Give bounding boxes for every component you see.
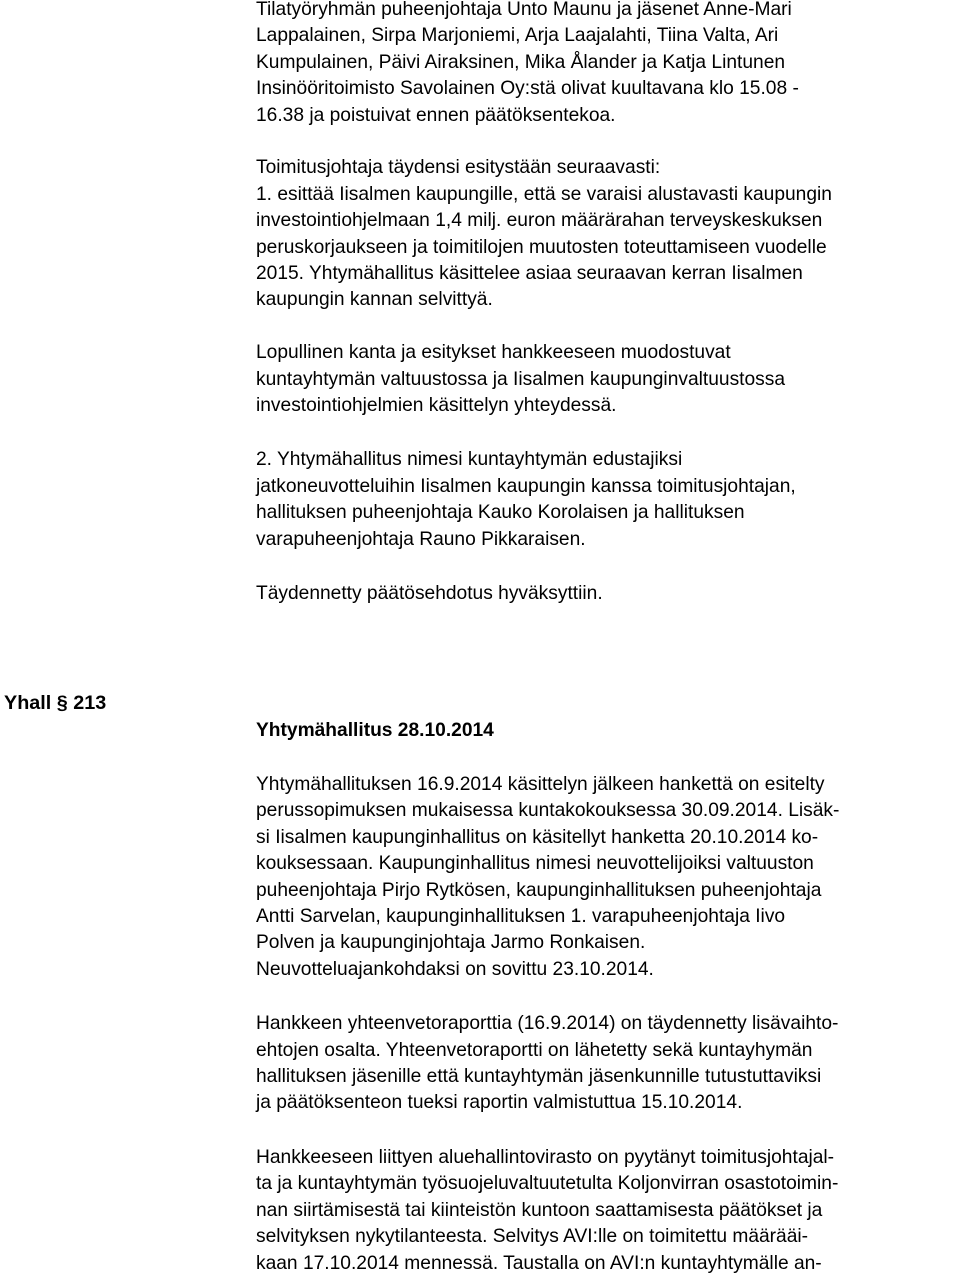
paragraph-spacer — [256, 1117, 956, 1145]
minutes-part2 — [256, 772, 956, 1277]
text-line: 1. esittää Iisalmen kaupungille, että se varaisi alustavasti kaupungin — [256, 183, 832, 205]
text-line: Yhtymähallituksen 16.9.2014 käsittelyn jälkeen hankettä on esitelty — [256, 774, 825, 795]
text-line: Toimitusjohtaja täydensi esitystään seuraavasti: — [256, 157, 661, 179]
text-line: ja päätöksenteon tueksi raportin valmistuttua 15.10.2014. — [256, 1092, 743, 1114]
text-line: si Iisalmen kaupunginhallitus on käsitellyt hanketta 20.10.2014 ko- — [256, 826, 819, 848]
paragraph-spacer — [256, 553, 956, 581]
text-line: Hankkeen yhteenvetoraporttia (16.9.2014) on täydennetty lisävaihto- — [256, 1013, 839, 1035]
text-line: 16.38 ja poistuivat ennen päätöksentekoa. — [256, 104, 616, 126]
text-line: Insinööritoimisto Savolainen Oy:stä olivat kuultavana klo 15.08 - — [256, 78, 799, 100]
text-line: varapuheenjohtaja Rauno Pikkaraisen. — [256, 528, 586, 550]
paragraph-spacer — [256, 983, 956, 1011]
text-line: Lappalainen, Sirpa Marjoniemi, Arja Laajalahti, Tiina Valta, Ari — [256, 25, 779, 47]
section-number: Yhall § 213 — [4, 692, 107, 714]
minutes-part1 — [256, 0, 956, 608]
text-line: kouksessaan. Kaupunginhallitus nimesi neuvottelijoiksi valtuuston — [256, 853, 814, 875]
text-line: Hankkeeseen liittyen aluehallintovirasto on pyytänyt toimitusjohtajal- — [256, 1146, 835, 1168]
intro-paragraph — [256, 0, 956, 129]
decision-line: Täydennetty päätösehdotus hyväksyttiin. — [256, 583, 603, 605]
text-line: 2. Yhtymähallitus nimesi kuntayhtymän edustajiksi — [256, 449, 683, 471]
report-paragraph — [256, 1011, 956, 1117]
text-line: ehtojen osalta. Yhteenvetoraportti on lähetetty sekä kuntayhymän — [256, 1039, 813, 1061]
text-line: hallituksen puheenjohtaja Kauko Korolaisen ja hallituksen — [256, 502, 745, 524]
text-line: perussopimuksen mukaisessa kuntakokouksessa 30.09.2014. Lisäk- — [256, 800, 840, 822]
item2-paragraph — [256, 447, 956, 553]
paragraph-spacer — [256, 314, 956, 340]
paragraph-spacer — [256, 129, 956, 155]
text-line: Lopullinen kanta ja esitykset hankkeeseen muodostuvat — [256, 342, 731, 364]
supplement-paragraph — [256, 155, 956, 313]
text-line: 2015. Yhtymähallitus käsittelee asiaa seuraavan kerran Iisalmen — [256, 263, 803, 285]
status-paragraph — [256, 772, 956, 983]
text-line: kuntayhtymän valtuustossa ja Iisalmen kaupunginvaltuustossa — [256, 368, 786, 390]
text-line: nan siirtämisestä tai kiinteistön kuntoon saattamisesta päätökset ja — [256, 1199, 823, 1221]
avi-paragraph — [256, 1145, 956, 1277]
text-line: selvityksen nykytilanteesta. Selvitys AVI:lle on toimitettu määrääi- — [256, 1226, 809, 1248]
text-line: kaupungin kannan selvittyä. — [256, 289, 493, 311]
text-line: puheenjohtaja Pirjo Rytkösen, kaupunginhallituksen puheenjohtaja — [256, 879, 822, 901]
text-line: Antti Sarvelan, kaupunginhallituksen 1. varapuheenjohtaja Iivo — [256, 906, 786, 928]
text-line: Kumpulainen, Päivi Airaksinen, Mika Ålander ja Katja Lintunen — [256, 51, 786, 73]
text-line: hallituksen jäsenille että kuntayhtymän jäsenkunnille tutustuttaviksi — [256, 1066, 822, 1088]
text-line: peruskorjaukseen ja toimitilojen muutosten toteuttamiseen vuodelle — [256, 236, 827, 258]
text-line: ta ja kuntayhtymän työsuojeluvaltuutetulta Koljonvirran osastotoimin- — [256, 1173, 839, 1195]
text-line: Tilatyöryhmän puheenjohtaja Unto Maunu ja jäsenet Anne-Mari — [256, 0, 792, 20]
text-line: investointiohjelmaan 1,4 milj. euron määrärahan terveyskeskuksen — [256, 210, 823, 232]
position-paragraph — [256, 340, 956, 419]
text-line: investointiohjelmien käsittelyn yhteydessä. — [256, 395, 617, 417]
paragraph-spacer — [256, 419, 956, 447]
text-line: kaan 17.10.2014 mennessä. Taustalla on AVI:n kuntayhtymälle an- — [256, 1252, 822, 1274]
text-line: Neuvotteluajankohdaksi on sovittu 23.10.2014. — [256, 958, 654, 980]
text-line: jatkoneuvotteluihin Iisalmen kaupungin kanssa toimitusjohtajan, — [256, 475, 796, 497]
text-line: Polven ja kaupunginjohtaja Jarmo Ronkaisen. — [256, 932, 646, 954]
meeting-title: Yhtymähallitus 28.10.2014 — [256, 720, 494, 741]
